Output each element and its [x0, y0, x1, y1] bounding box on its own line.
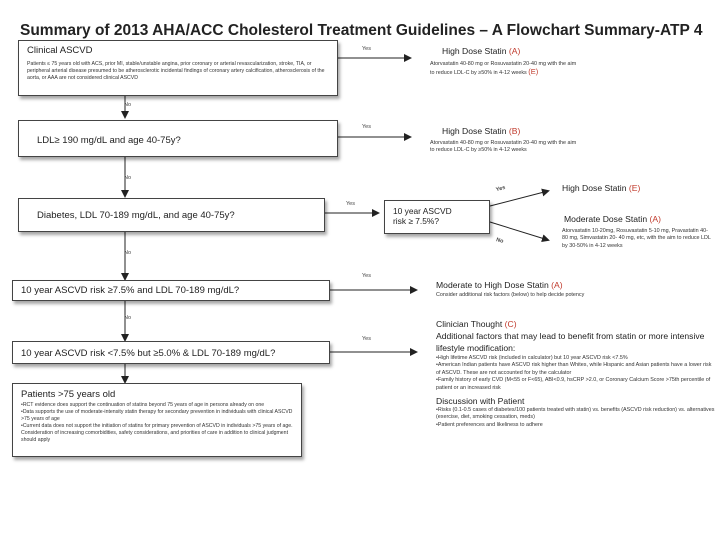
- evidence-letter: (C): [504, 319, 517, 329]
- outcome-text: to reduce LDL-C by ≥50% in 4-12 weeks: [430, 70, 527, 77]
- no-label: No: [124, 250, 132, 256]
- moderate-high-dose-text: Consider additional risk factors (below) to help decide potency: [436, 292, 585, 298]
- diabetes-box: [18, 198, 325, 232]
- diabetes-heading: Diabetes, LDL 70-189 mg/dL, and age 40-75y?: [37, 210, 235, 221]
- high-dose-statin-b: [442, 126, 712, 136]
- clinical-ascvd-heading: Clinical ASCVD: [27, 45, 93, 56]
- moderate-dose-statin-a: [564, 214, 661, 224]
- discussion-heading: Discussion with Patient: [436, 396, 525, 407]
- clinician-heading: Clinician Thought: [436, 319, 503, 329]
- evidence-letter: (E): [528, 67, 539, 77]
- moderate-dose-statin-text: Atorvastatin 10-20mg, Rosuvastatin 5-10 mg, Pravastatin 40-80 mg, Simvastatin 20- 40 mg, etc, with the aim to reduce LDL by 30-50% in 4-12 weeks: [562, 228, 711, 249]
- ldl190-box: [18, 120, 338, 157]
- clinician-line: •High lifetime ASCVD risk (included in calculator) but 10 year ASCVD risk <7.5%: [436, 355, 628, 361]
- evidence-letter: (A): [508, 46, 521, 56]
- clinical-ascvd-text: Patients ≤ 75 years old with ACS, prior MI, stable/unstable angina, prior coronary or arterial revascularization, stroke, TIA, or peripheral arterial disease presumed to be atherosclerotic incidental findings of coronary artery calcification, atherosclerosis of the aorta, or AAA are not considered clinical ASCVD: [27, 61, 325, 81]
- risk-question-line2: risk ≥ 7.5%?: [393, 216, 440, 226]
- outcome-text: Atorvastatin 40-80 mg or Rosuvastatin 20-40 mg with the aim: [430, 61, 577, 67]
- yes-label: Yes: [346, 201, 355, 207]
- outcome-heading: Moderate Dose Statin: [564, 214, 648, 224]
- evidence-letter: (A): [649, 214, 661, 224]
- high-dose-statin-a: [442, 46, 712, 56]
- yes-label: Yes: [362, 46, 371, 52]
- elderly-box: [12, 383, 302, 457]
- risk5-heading: 10 year ASCVD risk <7.5% but ≥5.0% & LDL 70-189 mg/dL?: [21, 348, 276, 359]
- ldl190-heading: LDL≥ 190 mg/dL and age 40-75y?: [37, 135, 181, 146]
- risk-question-box: [384, 200, 490, 234]
- no-label: No: [495, 237, 504, 245]
- clinician-thought-block: [436, 318, 716, 429]
- outcome-heading: High Dose Statin: [442, 46, 507, 56]
- outcome-heading: Moderate to High Dose Statin: [436, 280, 549, 290]
- page-title: Summary of 2013 AHA/ACC Cholesterol Treatment Guidelines – A Flowchart Summary-ATP 4: [20, 22, 703, 39]
- moderate-high-dose-statin: [436, 280, 563, 290]
- yes-label: Yes: [362, 273, 371, 279]
- clinician-line: •American Indian patients have ASCVD risk higher than Whites, while Hispanic and Asian patients have a lower risk of ASCVD. These are not accounted for by the calculator: [436, 362, 712, 376]
- yes-label: Yes: [362, 124, 371, 130]
- clinician-line: •Family history of early CVD (M<55 or F<65), ABI<0.9, hsCRP >2.0, or Coronary Calcium Score >75th percentile of patient or an increased risk: [436, 377, 711, 391]
- yes-label: Yes: [362, 336, 371, 342]
- evidence-letter: (B): [508, 126, 521, 136]
- outcome-heading: High Dose Statin: [562, 183, 627, 193]
- outcome-text: to reduce LDL-C by ≥50% in 4-12 weeks: [430, 147, 527, 154]
- elderly-line: •Current data does not support the initiation of statins for primary prevention of ASCVD in individuals >75 years of age. Consideration of increasing comorbidities, safety considerations, and priorities of care in addition to clinical judgment should apply: [21, 423, 293, 443]
- risk5-box: [12, 341, 330, 364]
- arrow-risk-to-high: [490, 191, 548, 206]
- high-dose-statin-b-text: [430, 140, 715, 155]
- risk75-box: [12, 280, 330, 301]
- evidence-letter: (A): [551, 280, 563, 290]
- evidence-letter: (E): [628, 183, 641, 193]
- clinical-ascvd-box: [18, 40, 338, 96]
- elderly-line: •RCT evidence does support the continuation of statins beyond 75 years of age in persons already on one: [21, 402, 265, 408]
- clinician-subheading: Additional factors that may lead to benefit from statin or more intensive lifestyle modification:: [436, 331, 705, 353]
- no-label: No: [124, 102, 132, 108]
- elderly-heading: Patients >75 years old: [21, 389, 116, 400]
- outcome-heading: High Dose Statin: [442, 126, 507, 136]
- outcome-text: Atorvastatin 40-80 mg or Rosuvastatin 20-40 mg with the aim: [430, 140, 577, 146]
- no-label: No: [124, 315, 132, 321]
- risk75-heading: 10 year ASCVD risk ≥7.5% and LDL 70-189 mg/dL?: [21, 285, 240, 296]
- yes-label: Yes: [495, 184, 507, 194]
- risk-question-line1: 10 year ASCVD: [393, 206, 452, 216]
- high-dose-statin-e: [562, 183, 640, 193]
- discussion-line: •Risks (0.1-0.5 cases of diabetes/100 patients treated with statin) vs. benefits (ASCVD risk reduction) vs. alternatives (exercise, diet, smoking cessation, meds): [436, 407, 715, 421]
- elderly-line: •Data supports the use of moderate-intensity statin therapy for secondary prevention in individuals with clinical ASCVD >75 years of age: [21, 409, 293, 422]
- high-dose-statin-a-text: [430, 61, 715, 78]
- discussion-line: •Patient preferences and likeliness to adhere: [436, 421, 543, 428]
- no-label: No: [124, 175, 132, 181]
